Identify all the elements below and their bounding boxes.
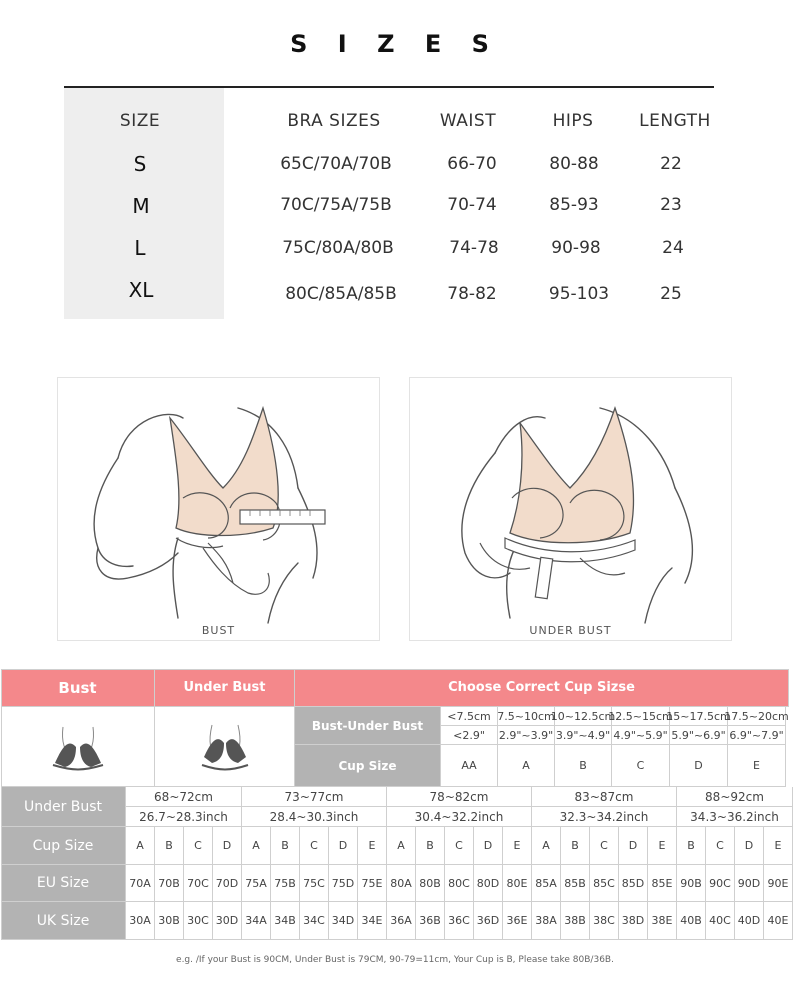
bra-size-cell: 80C/85A/85B — [285, 284, 397, 304]
hips-cell: 80-88 — [549, 154, 599, 174]
waist-cell: 70-74 — [447, 195, 497, 215]
uk-size-cell: 40D — [735, 902, 764, 940]
cup-cell: E — [648, 827, 677, 865]
cup-cell: A — [126, 827, 155, 865]
page-title: S I Z E S — [290, 30, 500, 58]
example-footnote: e.g. /If your Bust is 90CM, Under Bust is 79CM, 90-79=11cm, Your Cup is B, Please take 80B/36B. — [176, 955, 614, 965]
waist-cell: 66-70 — [447, 154, 497, 174]
eu-size-cell: 85C — [590, 865, 619, 902]
eu-size-cell: 70C — [184, 865, 213, 902]
cup-letter-cell: D — [670, 745, 728, 787]
eu-size-cell: 85E — [648, 865, 677, 902]
uk-size-cell: 30C — [184, 902, 213, 940]
diff-cm-cell: <7.5cm — [441, 707, 498, 726]
uk-size-cell: 40B — [677, 902, 706, 940]
diff-cm-cell: 10~12.5cm — [555, 707, 612, 726]
uk-size-cell: 36D — [474, 902, 503, 940]
cup-cell: C — [706, 827, 735, 865]
uk-size-cell: 30A — [126, 902, 155, 940]
cup-cell: A — [387, 827, 416, 865]
length-cell: 22 — [660, 154, 682, 174]
cup-cell: C — [300, 827, 329, 865]
uk-size-cell: 36C — [445, 902, 474, 940]
bra-top-icon — [43, 717, 113, 777]
waist-cell: 74-78 — [449, 238, 499, 258]
under-bust-illustration-panel — [409, 377, 732, 641]
eu-size-cell: 70B — [155, 865, 184, 902]
under-bust-inch-range: 26.7~28.3inch — [126, 807, 242, 827]
uk-size-cell: 34B — [271, 902, 300, 940]
diff-cm-cell: 17.5~20cm — [728, 707, 786, 726]
eu-size-cell: 85D — [619, 865, 648, 902]
uk-size-cell: 40E — [764, 902, 793, 940]
uk-size-cell: 38B — [561, 902, 590, 940]
under-bust-inch-range: 28.4~30.3inch — [242, 807, 387, 827]
cup-cell: A — [242, 827, 271, 865]
uk-size-cell: 38E — [648, 902, 677, 940]
eu-size-cell: 90B — [677, 865, 706, 902]
cup-cell: B — [271, 827, 300, 865]
cup-cell: D — [735, 827, 764, 865]
uk-size-cell: 38C — [590, 902, 619, 940]
hips-cell: 90-98 — [551, 238, 601, 258]
size-cell: S — [133, 152, 147, 176]
uk-size-cell: 36E — [503, 902, 532, 940]
eu-size-cell: 80A — [387, 865, 416, 902]
uk-size-cell: 36B — [416, 902, 445, 940]
hips-cell: 95-103 — [548, 284, 610, 304]
header-hips: HIPS — [552, 111, 594, 131]
diff-inch-cell: 2.9"~3.9" — [498, 726, 555, 745]
under-bust-measure-illustration — [410, 378, 731, 640]
eu-size-cell: 85B — [561, 865, 590, 902]
header-bust: Bust — [1, 669, 155, 707]
header-length: LENGTH — [639, 111, 711, 131]
under-bust-cm-range: 73~77cm — [242, 787, 387, 807]
cup-cell: B — [155, 827, 184, 865]
eu-size-cell: 75D — [329, 865, 358, 902]
bust-measure-illustration — [58, 378, 379, 640]
hips-cell: 85-93 — [549, 195, 599, 215]
eu-size-cell: 80C — [445, 865, 474, 902]
cup-letter-cell: AA — [441, 745, 498, 787]
uk-size-cell: 34E — [358, 902, 387, 940]
bust-minus-under-bust-label: Bust-Under Bust — [295, 707, 441, 745]
bust-label: BUST — [201, 624, 236, 637]
uk-size-cell: 30D — [213, 902, 242, 940]
cup-cell: D — [619, 827, 648, 865]
size-cell: L — [134, 236, 146, 260]
diff-inch-cell: 4.9"~5.9" — [612, 726, 670, 745]
eu-size-cell: 80D — [474, 865, 503, 902]
eu-size-cell: 80B — [416, 865, 445, 902]
cup-cell: E — [764, 827, 793, 865]
under-bust-label: UNDER BUST — [529, 624, 612, 637]
under-bust-inch-range: 34.3~36.2inch — [677, 807, 793, 827]
cup-cell: B — [561, 827, 590, 865]
cup-cell: A — [532, 827, 561, 865]
uk-size-cell: 30B — [155, 902, 184, 940]
eu-size-cell: 70A — [126, 865, 155, 902]
cup-letter-cell: E — [728, 745, 786, 787]
header-choose-cup-size: Choose Correct Cup Sizse — [295, 669, 789, 707]
diff-cm-cell: 7.5~10cm — [498, 707, 555, 726]
cup-cell: B — [416, 827, 445, 865]
cup-cell: E — [358, 827, 387, 865]
eu-size-cell: 75A — [242, 865, 271, 902]
header-bra-sizes: BRA SIZES — [287, 111, 381, 131]
length-cell: 25 — [660, 284, 682, 304]
uk-size-cell: 40C — [706, 902, 735, 940]
under-bust-cm-range: 68~72cm — [126, 787, 242, 807]
size-cell: M — [132, 194, 150, 218]
under-bust-cm-range: 78~82cm — [387, 787, 532, 807]
under-bust-bra-image-cell — [155, 707, 295, 787]
diff-inch-cell: <2.9" — [441, 726, 498, 745]
cup-cell: E — [503, 827, 532, 865]
cup-cell: B — [677, 827, 706, 865]
eu-size-cell: 75E — [358, 865, 387, 902]
under-bust-cm-range: 88~92cm — [677, 787, 793, 807]
uk-size-cell: 34D — [329, 902, 358, 940]
under-bust-cm-range: 83~87cm — [532, 787, 677, 807]
uk-size-cell: 34A — [242, 902, 271, 940]
header-under-bust: Under Bust — [155, 669, 295, 707]
row-label-under-bust: Under Bust — [1, 787, 126, 827]
cup-cell: C — [445, 827, 474, 865]
length-cell: 23 — [660, 195, 682, 215]
diff-cm-cell: 12.5~15cm — [612, 707, 670, 726]
diff-cm-cell: 15~17.5cm — [670, 707, 728, 726]
under-bust-inch-range: 30.4~32.2inch — [387, 807, 532, 827]
eu-size-cell: 90D — [735, 865, 764, 902]
diff-inch-cell: 5.9"~6.9" — [670, 726, 728, 745]
diff-inch-cell: 6.9"~7.9" — [728, 726, 786, 745]
row-label-eu-size: EU Size — [1, 865, 126, 902]
eu-size-cell: 85A — [532, 865, 561, 902]
bra-size-cell: 75C/80A/80B — [282, 238, 394, 258]
bust-bra-image-cell — [1, 707, 155, 787]
eu-size-cell: 75B — [271, 865, 300, 902]
row-label-cup-size: Cup Size — [1, 827, 126, 865]
cup-cell: D — [329, 827, 358, 865]
eu-size-cell: 90E — [764, 865, 793, 902]
bra-top-icon — [190, 717, 260, 777]
eu-size-cell: 70D — [213, 865, 242, 902]
cup-cell: C — [184, 827, 213, 865]
cup-letter-cell: A — [498, 745, 555, 787]
uk-size-cell: 38D — [619, 902, 648, 940]
bra-size-cell: 70C/75A/75B — [280, 195, 392, 215]
cup-letter-cell: B — [555, 745, 612, 787]
uk-size-cell: 36A — [387, 902, 416, 940]
eu-size-cell: 90C — [706, 865, 735, 902]
under-bust-inch-range: 32.3~34.2inch — [532, 807, 677, 827]
row-label-uk-size: UK Size — [1, 902, 126, 940]
bra-size-cell: 65C/70A/70B — [280, 154, 392, 174]
bust-illustration-panel — [57, 377, 380, 641]
header-waist: WAIST — [439, 111, 497, 131]
cup-cell: C — [590, 827, 619, 865]
cup-cell: D — [213, 827, 242, 865]
header-size: SIZE — [119, 111, 161, 131]
length-cell: 24 — [662, 238, 684, 258]
diff-inch-cell: 3.9"~4.9" — [555, 726, 612, 745]
size-cell: XL — [128, 278, 154, 302]
eu-size-cell: 80E — [503, 865, 532, 902]
cup-cell: D — [474, 827, 503, 865]
cup-size-label: Cup Size — [295, 745, 441, 787]
eu-size-cell: 75C — [300, 865, 329, 902]
waist-cell: 78-82 — [447, 284, 497, 304]
uk-size-cell: 38A — [532, 902, 561, 940]
cup-letter-cell: C — [612, 745, 670, 787]
uk-size-cell: 34C — [300, 902, 329, 940]
